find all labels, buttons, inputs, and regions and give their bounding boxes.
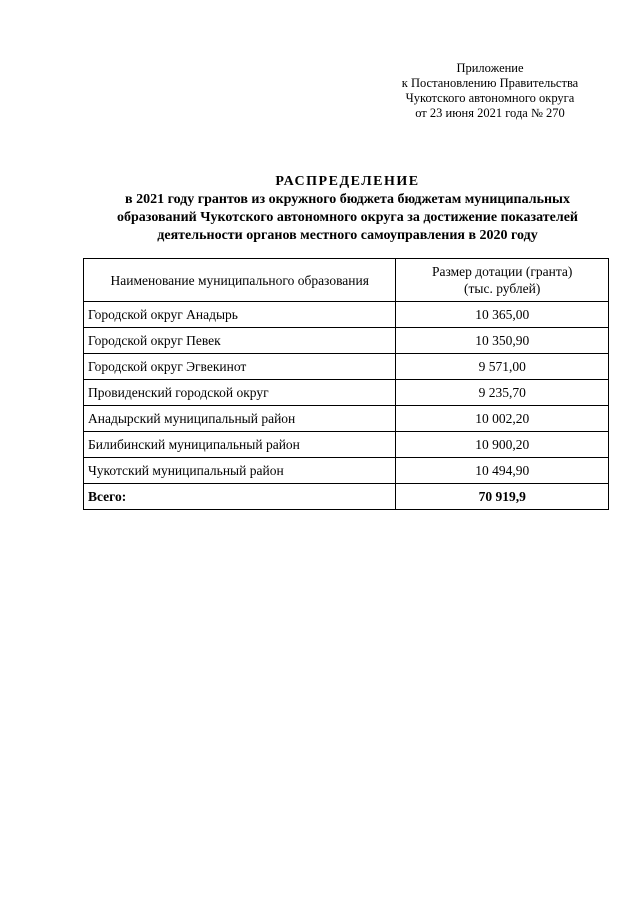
row-amount: 10 350,90 [396,328,609,354]
annex-resolution: к Постановлению Правительства [401,76,579,90]
row-amount: 10 002,20 [396,406,609,432]
grant-distribution-table [83,258,609,510]
row-municipality: Анадырский муниципальный район [84,406,396,432]
table-total-row [84,484,609,510]
row-amount: 10 900,20 [396,432,609,458]
row-municipality: Городской округ Эгвекинот [84,354,396,380]
row-amount: 9 235,70 [396,380,609,406]
row-municipality: Городской округ Анадырь [84,302,396,328]
annex-label: Приложение [456,61,524,75]
title-line-2: образований Чукотского автономного округа за достижение показателей [116,210,578,225]
document-title [70,173,625,245]
annex-header [380,61,600,121]
annex-government: Чукотского автономного округа [405,91,575,105]
row-amount: 10 494,90 [396,458,609,484]
header-amount-line-1: Размер дотации (гранта) [432,264,573,279]
title-heading: РАСПРЕДЕЛЕНИЕ [275,174,420,189]
table-row [84,458,609,484]
row-amount: 9 571,00 [396,354,609,380]
table-row [84,432,609,458]
table-row [84,380,609,406]
table-row [84,354,609,380]
row-municipality: Билибинский муниципальный район [84,432,396,458]
header-amount-line-2: (тыс. рублей) [464,281,541,296]
total-label: Всего: [84,484,396,510]
table-header-row [84,259,609,302]
row-municipality: Провиденский городской округ [84,380,396,406]
row-municipality: Городской округ Певек [84,328,396,354]
table-row [84,328,609,354]
title-line-1: в 2021 году грантов из окружного бюджета бюджетам муниципальных [125,192,570,207]
annex-date: от 23 июня 2021 года № 270 [415,106,565,120]
row-municipality: Чукотский муниципальный район [84,458,396,484]
title-line-3: деятельности органов местного самоуправления в 2020 году [157,228,538,243]
total-amount: 70 919,9 [396,484,609,510]
header-amount [396,259,609,302]
header-municipality: Наименование муниципального образования [84,259,396,302]
table-row [84,302,609,328]
table-row [84,406,609,432]
row-amount: 10 365,00 [396,302,609,328]
